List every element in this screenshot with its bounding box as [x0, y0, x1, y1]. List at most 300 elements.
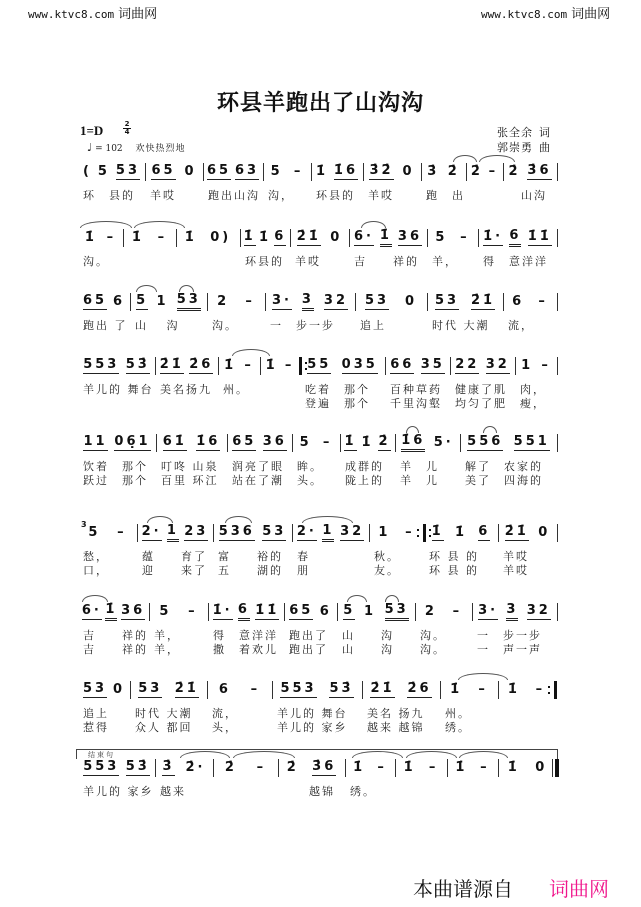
sustain-dash: – — [538, 293, 548, 309]
note-group: 1̇ — [431, 524, 444, 539]
watermark-url: www.ktvc8.com — [28, 8, 115, 21]
lyric-line: 跑出了 — [289, 643, 328, 656]
note-row — [203, 163, 263, 181]
sustain-dash: – — [488, 163, 499, 179]
note-group: 2 — [217, 293, 230, 309]
lyric-line: 追上 — [83, 707, 109, 720]
note-row — [218, 357, 260, 375]
note-group: 1 — [167, 524, 179, 542]
note-group: 06̣1 — [114, 434, 151, 449]
slur-arc — [483, 426, 497, 433]
note-group: 53 — [177, 293, 201, 311]
note-row — [78, 759, 155, 777]
slur-arc — [453, 155, 477, 162]
expression-marking: 欢快热烈地 — [135, 144, 186, 154]
measure — [145, 163, 203, 202]
note-group: 22 — [455, 357, 480, 372]
lyric-line: 叮咚 山泉 — [161, 460, 219, 473]
measure — [427, 293, 503, 332]
measure — [292, 434, 340, 487]
measure — [292, 523, 369, 577]
measure — [227, 434, 292, 487]
note-group: 6 — [319, 603, 332, 619]
measure — [421, 163, 466, 202]
barline — [557, 229, 558, 247]
slur-arc — [134, 221, 185, 228]
note-group: 36 — [397, 229, 422, 244]
note-row — [427, 229, 478, 247]
measure — [415, 603, 472, 656]
measure — [363, 163, 421, 202]
measure — [213, 759, 278, 777]
sustain-dash: – — [452, 603, 463, 619]
note-group: 1̇1̇ — [255, 603, 280, 618]
lyric-line: 越锦 — [283, 785, 335, 798]
note-group: 0 — [184, 163, 197, 179]
sustain-dash: – — [541, 357, 551, 373]
note-group: 2̇ — [224, 759, 237, 775]
note-row — [145, 163, 203, 181]
note-row — [337, 603, 415, 621]
note-group: 2̇1̇ — [159, 357, 184, 372]
note-row — [421, 163, 466, 181]
lyric-line: 得 意洋洋 — [213, 629, 278, 642]
note-group: 2̇1̇ — [470, 293, 496, 308]
note-row — [208, 603, 284, 621]
note-group: 5 — [270, 163, 283, 179]
lyric-line: 得 意洋洋 — [483, 255, 548, 268]
note-group: 1 — [378, 524, 391, 540]
lyric-line: 肉， — [520, 383, 546, 396]
note-group: 0 — [402, 163, 415, 179]
lyric-line: 解了 农家的 — [465, 460, 543, 473]
measure — [427, 229, 478, 268]
note-group: 553 — [83, 357, 120, 372]
lyric-line: 羊， — [432, 255, 458, 268]
note-group: 1̇ — [454, 524, 468, 540]
note-row — [415, 603, 472, 621]
lyric-line: 口， — [83, 564, 109, 577]
note-row — [355, 293, 427, 311]
measure — [278, 759, 345, 798]
lyric-line: 千里沟壑 — [390, 397, 442, 410]
measure — [78, 520, 137, 577]
slur-arc — [225, 516, 252, 523]
lyric-line: 羊， — [154, 629, 180, 642]
final-barline — [552, 759, 559, 777]
sustain-dash: – — [478, 681, 488, 697]
note-group: 3̇6 — [312, 759, 337, 774]
measure — [265, 292, 355, 332]
note-group: 3· — [271, 293, 292, 308]
measure — [460, 434, 557, 487]
lyric-line: 富 裕的 — [218, 550, 283, 563]
note-group: 1 — [521, 357, 534, 373]
note-group: 1̇ — [131, 229, 144, 245]
lyric-line: 山 沟 — [342, 643, 394, 656]
lyric-line: 羊儿的 舞台 — [277, 707, 348, 720]
note-row — [123, 229, 176, 247]
lyric-line: 环 县的 — [83, 189, 135, 202]
sustain-dash: – — [250, 681, 261, 697]
sustain-dash: – — [377, 759, 387, 775]
measure — [503, 163, 557, 202]
footer-source-text: 本曲谱源自 — [413, 877, 513, 901]
note-group: 1̇ — [224, 357, 237, 373]
watermark-right — [481, 3, 610, 22]
note-group: 6 — [218, 681, 231, 697]
note-row — [78, 163, 145, 181]
slur-arc — [347, 595, 367, 602]
note-group: 53̇ — [125, 357, 150, 372]
lyric-line: 流， — [212, 707, 238, 720]
lyric-line: 跑 出 — [426, 189, 465, 202]
note-row — [78, 681, 130, 699]
note-group: 6 — [112, 293, 126, 309]
lyric-line: 惹得 — [83, 721, 109, 734]
note-group: 1̇ — [507, 681, 520, 697]
measure — [472, 602, 557, 656]
note-row — [240, 229, 290, 247]
lyric-line: 羊哎 — [368, 189, 394, 202]
note-group: 1̇ — [344, 434, 357, 449]
note-group: 536 — [218, 524, 255, 539]
note-group: 1̇ — [361, 434, 374, 450]
barline — [557, 163, 558, 181]
lyric-line: 跑出 了 — [83, 319, 128, 332]
note-group: 1̇ — [315, 163, 328, 179]
measure — [155, 357, 218, 396]
measure — [78, 163, 145, 202]
measure — [337, 602, 415, 656]
note-group: 55 — [307, 357, 332, 372]
note-group: 2 — [424, 603, 437, 619]
watermark-site-name: 词曲网 — [118, 7, 158, 22]
note-row — [385, 357, 450, 375]
note-row — [155, 357, 218, 375]
note-group: 1̇ — [353, 759, 366, 775]
note-row — [265, 293, 355, 311]
composer-credit — [497, 139, 551, 155]
song-title: 环县羊跑出了山沟沟 — [216, 90, 424, 116]
slur-arc — [385, 595, 399, 602]
lyric-line: 吃着 那个 — [305, 383, 370, 396]
note-group: 556 — [467, 434, 504, 449]
lyric-line: 秋。 — [374, 550, 400, 563]
measure — [240, 229, 290, 268]
lyric-line: 润亮了眼 — [232, 460, 284, 473]
note-group: 5 — [343, 603, 356, 618]
lyric-line: 羊 儿 — [400, 474, 439, 487]
note-row — [260, 357, 300, 375]
measure — [362, 681, 440, 734]
note-group: 2̇6 — [189, 357, 214, 372]
note-group: 65 — [206, 163, 232, 178]
note-group: 6· — [353, 229, 374, 244]
composer-role: 曲 — [539, 141, 551, 154]
note-row — [207, 681, 272, 699]
note-row — [498, 759, 557, 777]
slur-arc — [136, 285, 157, 292]
note-row — [284, 603, 337, 621]
measure — [385, 357, 450, 410]
measure — [78, 434, 156, 487]
lyric-line: 沟。 — [212, 319, 238, 332]
note-row — [292, 434, 340, 452]
note-group: 53 — [385, 603, 409, 621]
note-group: 65 — [232, 434, 257, 449]
note-row — [478, 229, 557, 247]
lyric-line: 美名 扬九 — [367, 707, 425, 720]
note-group: 1 — [322, 524, 334, 542]
measure — [203, 163, 263, 202]
note-row — [503, 163, 557, 181]
sustain-dash: – — [535, 681, 546, 697]
watermark-url: www.ktvc8.com — [481, 8, 568, 21]
lyric-line: 羊哎 — [295, 255, 321, 268]
note-group: 5· — [433, 434, 454, 450]
lyric-line: 州。 — [445, 707, 471, 720]
note-row — [345, 759, 395, 777]
lyric-line: 环县的 — [316, 189, 355, 202]
lyric-line: 绣。 — [445, 721, 471, 734]
note-row — [498, 681, 555, 699]
slur-arc — [80, 221, 132, 228]
note-group: 1̇ — [455, 759, 468, 775]
note-group: 6 — [512, 293, 525, 309]
slur-arc — [458, 673, 508, 680]
slur-arc — [232, 349, 270, 356]
note-group: 2̇ — [447, 163, 460, 179]
lyric-line: 蕴 育了 — [142, 550, 207, 563]
measure — [130, 292, 207, 332]
note-group: 1 — [156, 293, 169, 309]
lyric-line: 均匀了肥 — [455, 397, 507, 410]
measure — [213, 524, 292, 577]
grace-note: 3 — [81, 520, 87, 529]
lyric-line: 一 声一声 — [477, 643, 542, 656]
sustain-dash: – — [460, 229, 470, 245]
time-signature-denominator: 4 — [124, 128, 130, 136]
sustain-dash: – — [428, 759, 439, 775]
note-row — [176, 229, 240, 247]
note-group: 61̇ — [162, 434, 187, 449]
note-group: 1̇ — [184, 229, 197, 245]
note-group: 6 — [509, 229, 521, 247]
note-group: 53 — [262, 524, 287, 539]
lyric-line: 吉 祥的 — [83, 643, 148, 656]
lyric-line: 朋 — [297, 564, 310, 577]
lyric-line: 羊哎 — [503, 564, 529, 577]
note-group: 1̇ — [380, 229, 392, 247]
lyric-line: 沟。 — [83, 255, 109, 268]
lyric-line: 成群的 — [345, 460, 384, 473]
sustain-dash: – — [293, 163, 304, 179]
note-group: 53 — [82, 681, 108, 696]
note-group: 1 — [363, 603, 376, 619]
note-row — [130, 293, 207, 311]
measure — [340, 434, 395, 487]
lyric-line: 登遍 那个 — [305, 397, 370, 410]
lyric-line: 羊， — [154, 643, 180, 656]
lyric-line: 越来 — [160, 785, 186, 798]
note-group: 36 — [262, 434, 287, 449]
note-row — [450, 357, 515, 375]
lyric-line: 环县的 — [245, 255, 284, 268]
note-group: 53 — [138, 681, 163, 696]
note-group: 5 — [136, 293, 149, 308]
note-group: 32 — [340, 524, 365, 539]
lyric-line: 百里 环江 — [161, 474, 219, 487]
lyric-line: 百种草药 — [390, 383, 442, 396]
sustain-dash: – — [480, 759, 490, 775]
lyric-line: 饮着 那个 — [83, 460, 148, 473]
note-row — [263, 163, 311, 181]
lyric-line: 追上 — [360, 319, 386, 332]
measure — [349, 228, 427, 268]
note-group: 6 — [274, 229, 287, 244]
key-signature: 1=D — [80, 123, 104, 138]
note-group: 0 — [404, 293, 418, 309]
sustain-dash: – — [117, 524, 127, 540]
measure — [395, 759, 447, 777]
measure — [123, 229, 176, 247]
note-group: 53 — [115, 163, 141, 178]
measure — [498, 759, 557, 777]
measure — [130, 681, 207, 734]
slur-arc — [179, 285, 194, 292]
note-row — [515, 357, 557, 375]
measure — [355, 293, 427, 332]
tempo-bpm: = 102 — [95, 144, 123, 154]
note-row — [272, 681, 362, 699]
note-group: 65 — [82, 293, 108, 308]
note-row — [498, 524, 557, 542]
lyric-line: 撒 着欢儿 — [213, 643, 278, 656]
note-group: 36 — [121, 603, 146, 618]
note-group: 3 — [506, 603, 518, 621]
sustain-dash: – — [244, 357, 254, 373]
lyric-line: 时代 大潮 — [432, 319, 490, 332]
measure — [155, 759, 213, 798]
lyric-line: 瘦， — [520, 397, 546, 410]
lyricist-role: 词 — [539, 126, 551, 139]
repeat-end-barline — [554, 681, 557, 699]
lyric-line: 吉 祥的 — [354, 255, 419, 268]
note-group: 1̇6 — [401, 434, 425, 452]
note-row — [395, 759, 447, 777]
note-row — [137, 524, 213, 542]
note-group: 2̇ — [286, 759, 299, 775]
measure — [78, 602, 149, 656]
lyric-line: 环 县 的 — [429, 564, 479, 577]
note-group: 1̇6 — [333, 163, 359, 178]
measure — [149, 603, 208, 656]
slur-arc — [302, 516, 353, 523]
note-group: 0 — [112, 681, 126, 697]
note-group: 3̇6 — [527, 163, 552, 178]
sustain-dash: – — [188, 603, 198, 619]
sustain-dash: – — [322, 434, 333, 450]
lyric-line: 羊 儿 — [400, 460, 439, 473]
measure — [503, 293, 557, 332]
note-group: 1̇6 — [196, 434, 221, 449]
note-row — [78, 603, 149, 621]
measure — [78, 229, 123, 268]
note-group: 553 — [83, 759, 120, 774]
lyric-line: 羊哎 — [150, 189, 176, 202]
note-group: 0 — [535, 759, 548, 775]
note-group: 5 — [159, 603, 172, 619]
note-row — [447, 759, 498, 777]
lyric-line: 州。 — [223, 383, 249, 396]
note-row — [311, 163, 363, 181]
measure — [137, 523, 213, 577]
note-group: 035 — [341, 357, 378, 372]
note-group: 53 — [434, 293, 460, 308]
measure — [447, 759, 498, 777]
note-row — [278, 759, 345, 777]
note-group: 2· — [141, 524, 162, 539]
sustain-dash: – — [106, 229, 117, 245]
note-group: 2̇ — [378, 434, 391, 449]
measure — [440, 681, 498, 734]
lyric-line: 时代 大潮 — [135, 707, 193, 720]
note-group: 2̇1̇ — [174, 681, 199, 696]
measure — [345, 759, 395, 798]
lyric-line: 众人 都回 — [135, 721, 193, 734]
barline — [557, 357, 558, 375]
lyric-line: 陇上的 — [345, 474, 384, 487]
note-group: 66 — [390, 357, 415, 372]
note-group: 11 — [83, 434, 108, 449]
note-row — [503, 293, 557, 311]
note-group: 32 — [323, 293, 348, 308]
note-group: 65 — [151, 163, 176, 178]
note-row — [78, 293, 130, 311]
coda-bracket — [76, 749, 558, 759]
note-group: 3̇2̇ — [369, 163, 394, 178]
note-group: 5 — [97, 163, 110, 179]
note-group: 1̇ — [450, 681, 463, 697]
measure — [78, 293, 130, 332]
note-group: 35 — [420, 357, 445, 372]
barline — [557, 603, 558, 621]
note-row — [424, 524, 498, 542]
measure — [78, 759, 155, 798]
measure — [478, 228, 557, 268]
note-group: 1̇ — [403, 759, 416, 775]
note-row — [395, 434, 460, 452]
measure — [515, 357, 557, 410]
note-row — [78, 357, 155, 375]
measure — [272, 681, 362, 734]
lyric-line: 流， — [508, 319, 534, 332]
lyricist-name: 张全余 — [497, 126, 533, 139]
measure — [78, 357, 155, 396]
footer-site-logo: 词曲网 — [549, 877, 609, 901]
quarter-note-icon: ♩ — [87, 141, 93, 154]
note-group: 5 — [435, 229, 448, 245]
note-group: 3̇ — [162, 759, 175, 774]
note-group: 53̇ — [125, 759, 150, 774]
lyric-line: 山 沟 — [342, 629, 394, 642]
lyricist-credit — [497, 124, 551, 140]
sustain-dash: – — [157, 229, 168, 245]
note-group: 0) — [210, 229, 232, 245]
measure — [450, 357, 515, 410]
note-row — [155, 759, 213, 777]
